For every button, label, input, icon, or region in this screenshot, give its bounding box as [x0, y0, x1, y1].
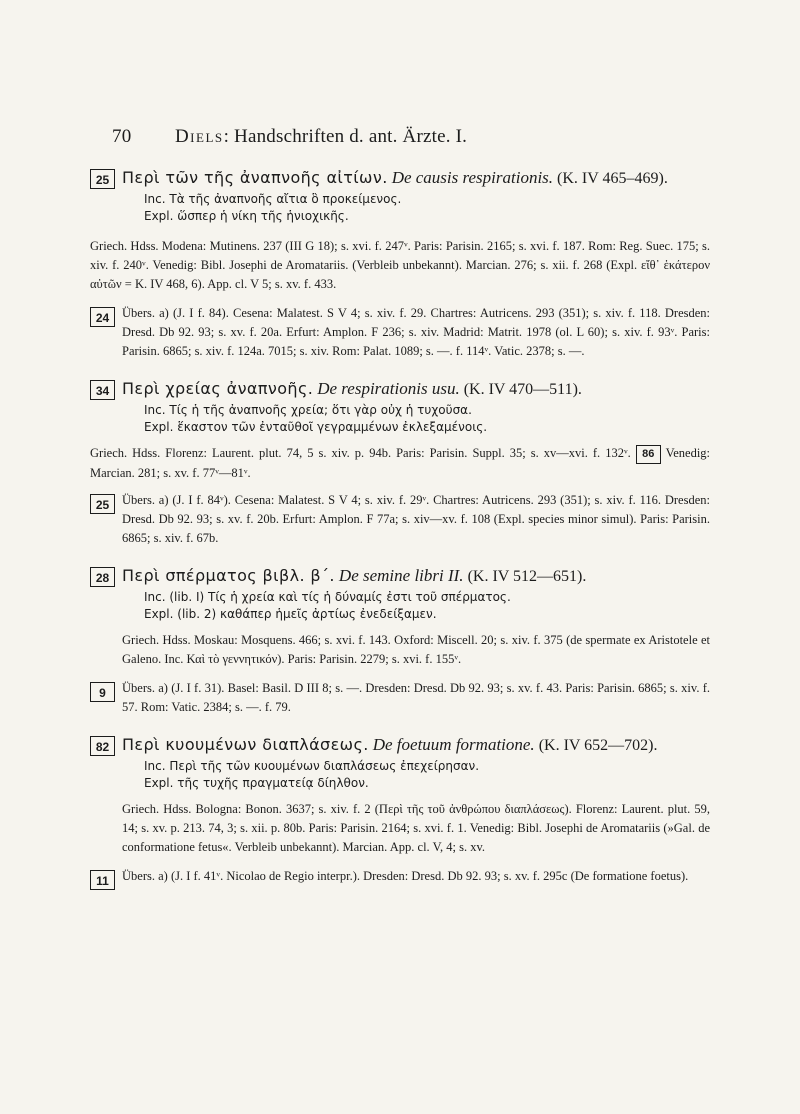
- greek-manuscripts-text-b: Venedig: Marcian. 281; s. xv. f. 77ᵛ—81ᵛ.: [90, 446, 711, 480]
- entry-title-line: [122, 564, 710, 589]
- translations: Übers. a) (J. I f. 84ᵛ). Cesena: Malatest. S V 4; s. xiv. f. 29ᵛ. Chartres: Autricens. 293 (351); s. xiv. f. 116. Dresden: Dresd. Db 92. 93; s. xv. f. 20b. Erfurt: Amplon. F 77a; s. xiv—xv. f. 108 (Expl. species minor simul). Paris: Parisin. 6865; s. xiv. f. 67b.: [122, 492, 710, 545]
- translations-block: [90, 491, 710, 548]
- running-head: [112, 126, 712, 148]
- latin-title: De causis respirationis.: [391, 168, 554, 187]
- entry-causis-respirationis: [90, 166, 710, 361]
- latin-title: De respirationis usu.: [317, 379, 460, 398]
- explicit: Expl. (lib. 2) καθάπερ ἡμεῖς ἀρτίως ἐνεδείξαμεν.: [144, 606, 437, 621]
- entry-number-box: 82: [90, 736, 115, 756]
- greek-title: Περὶ χρείας ἀναπνοῆς.: [122, 379, 314, 398]
- page-number: 70: [112, 126, 132, 147]
- greek-title: Περὶ τῶν τῆς ἀναπνοῆς αἰτίων.: [122, 168, 388, 187]
- entry-title-line: [122, 733, 710, 758]
- entry-number-box: 28: [90, 567, 115, 587]
- entry-number-box: 34: [90, 380, 115, 400]
- inline-number-box: 86: [636, 445, 661, 464]
- entry-de-semine: [90, 564, 710, 717]
- header-author: Diels: [174, 126, 224, 147]
- translations: Übers. a) (J. I f. 84). Cesena: Malatest. S V 4; s. xiv. f. 29. Chartres: Autricens. 293 (351); s. xiv. f. 118. Dresden: Dresd. Db 92. 93; s. xv. f. 20a. Erfurt: Amplon. F 236; s. xiv. Madrid: Matrit. 1978 (ol. L 60); s. xiv. f. 93ᵛ. Paris: Parisin. 6865; s. xiv. f. 124a. 7015; s. xiv. Rom: Palat. 1089; s. —. f. 114ᵛ. Vatic. 2378; s. —.: [122, 306, 710, 358]
- translations: Übers. a) (J. I f. 41ᵛ. Nicolao de Regio interpr.). Dresden: Dresd. Db 92. 93; s. xv. f. 295c (De formatione foetus).: [122, 868, 689, 883]
- translation-number-box: 24: [90, 307, 115, 327]
- entry-foetuum-formatione: [90, 733, 710, 886]
- greek-manuscripts-text-a: Griech. Hdss. Florenz: Laurent. plut. 74, 5 s. xiv. p. 94b. Paris: Parisin. Suppl. 35; s. xv—xvi. f. 132ᵛ.: [90, 446, 631, 460]
- entry-number-box: 25: [90, 169, 115, 189]
- translations-block: [90, 304, 710, 361]
- translations-block: [90, 867, 710, 886]
- incipit: Inc. Τὰ τῆς ἀναπνοῆς αἴτια ὃ προκείμενος.: [144, 192, 402, 206]
- explicit: Expl. τῆς τυχῆς πραγματείᾳ δίηλθον.: [144, 775, 369, 790]
- kuehn-reference: (K. IV 470—511).: [463, 381, 582, 398]
- entry-respirationis-usu: [90, 377, 710, 548]
- latin-title: De foetuum formatione.: [372, 734, 535, 754]
- translations-block: [90, 679, 710, 717]
- latin-title: De semine libri II.: [338, 565, 464, 585]
- kuehn-reference: (K. IV 465–469).: [557, 170, 668, 187]
- incipit: Inc. Τίς ἡ τῆς ἀναπνοῆς χρεία; ὅτι γὰρ οὐχ ἡ τυχοῦσα.: [144, 403, 472, 417]
- incipit: Inc. (lib. I) Τίς ἡ χρεία καὶ τίς ἡ δύναμίς ἐστι τοῦ σπέρματος.: [144, 589, 511, 604]
- header-title: : Handschriften d. ant. Ärzte. I.: [223, 126, 468, 147]
- greek-manuscripts: Griech. Hdss. Modena: Mutinens. 237 (III G 18); s. xvi. f. 247ᵛ. Paris: Parisin. 2165; s. xvi. f. 187. Rom: Reg. Suec. 175; s. xiv. f. 240ᵛ. Venedig: Bibl. Josephi de Aromatariis. (Verbleib unbekannt). Marcian. 276; s. xii. f. 268 (Expl. εἴθ᾽ ἑκάτερον αὐτῶν = K. IV 468, 6). App. cl. V 5; s. xv. f. 433.: [90, 239, 710, 291]
- greek-manuscripts: Griech. Hdss. Bologna: Bonon. 3637; s. xiv. f. 2 (Περὶ τῆς τοῦ ἀνθρώπου διαπλάσεως). Florenz: Laurent. plut. 59, 14; s. xv. p. 213. 74, 3; s. xii. p. 80b. Paris: Parisin. 2164; s. xvi. f. 1. Venedig: Bibl. Josephi de Aromatariis (»Gal. de conformatione fetus«. Verbleib unbekannt). Marcian. App. cl. V, 4; s. xv.: [122, 801, 710, 854]
- entry-title-line: [122, 377, 710, 402]
- translations: Übers. a) (J. I f. 31). Basel: Basil. D III 8; s. —. Dresden: Dresd. Db 92. 93; s. xv. f. 43. Paris: Parisin. 6865; s. xiv. f. 57. Rom: Vatic. 2384; s. —. f. 79.: [122, 680, 710, 714]
- entry-title-line: [122, 166, 710, 191]
- translation-number-box: 25: [90, 494, 115, 514]
- kuehn-reference: (K. IV 652—702).: [538, 736, 658, 754]
- explicit: Expl. ἕκαστον τῶν ἐνταῦθοῖ γεγραμμένων ἐκλεξαμένοις.: [144, 420, 488, 434]
- translation-number-box: 11: [90, 870, 115, 890]
- kuehn-reference: (K. IV 512—651).: [467, 567, 587, 585]
- explicit: Expl. ὥσπερ ἡ νίκη τῆς ἡνιοχικῆς.: [144, 209, 349, 223]
- greek-title: Περὶ κυουμένων διαπλάσεως.: [122, 734, 369, 754]
- incipit: Inc. Περὶ τῆς τῶν κυουμένων διαπλάσεως ἐπεχείρησαν.: [144, 758, 480, 773]
- page-content: [90, 166, 710, 902]
- greek-manuscripts: Griech. Hdss. Moskau: Mosquens. 466; s. xvi. f. 143. Oxford: Miscell. 20; s. xiv. f. 375 (de spermate ex Aristotele et Galeno. Inc. Καὶ τὸ γεννητικόν). Paris: Parisin. 2279; s. xvi. f. 155ᵛ.: [122, 632, 710, 666]
- greek-title: Περὶ σπέρματος βιβλ. β΄.: [122, 565, 335, 585]
- translation-number-box: 9: [90, 682, 115, 702]
- greek-manuscripts: [90, 444, 710, 483]
